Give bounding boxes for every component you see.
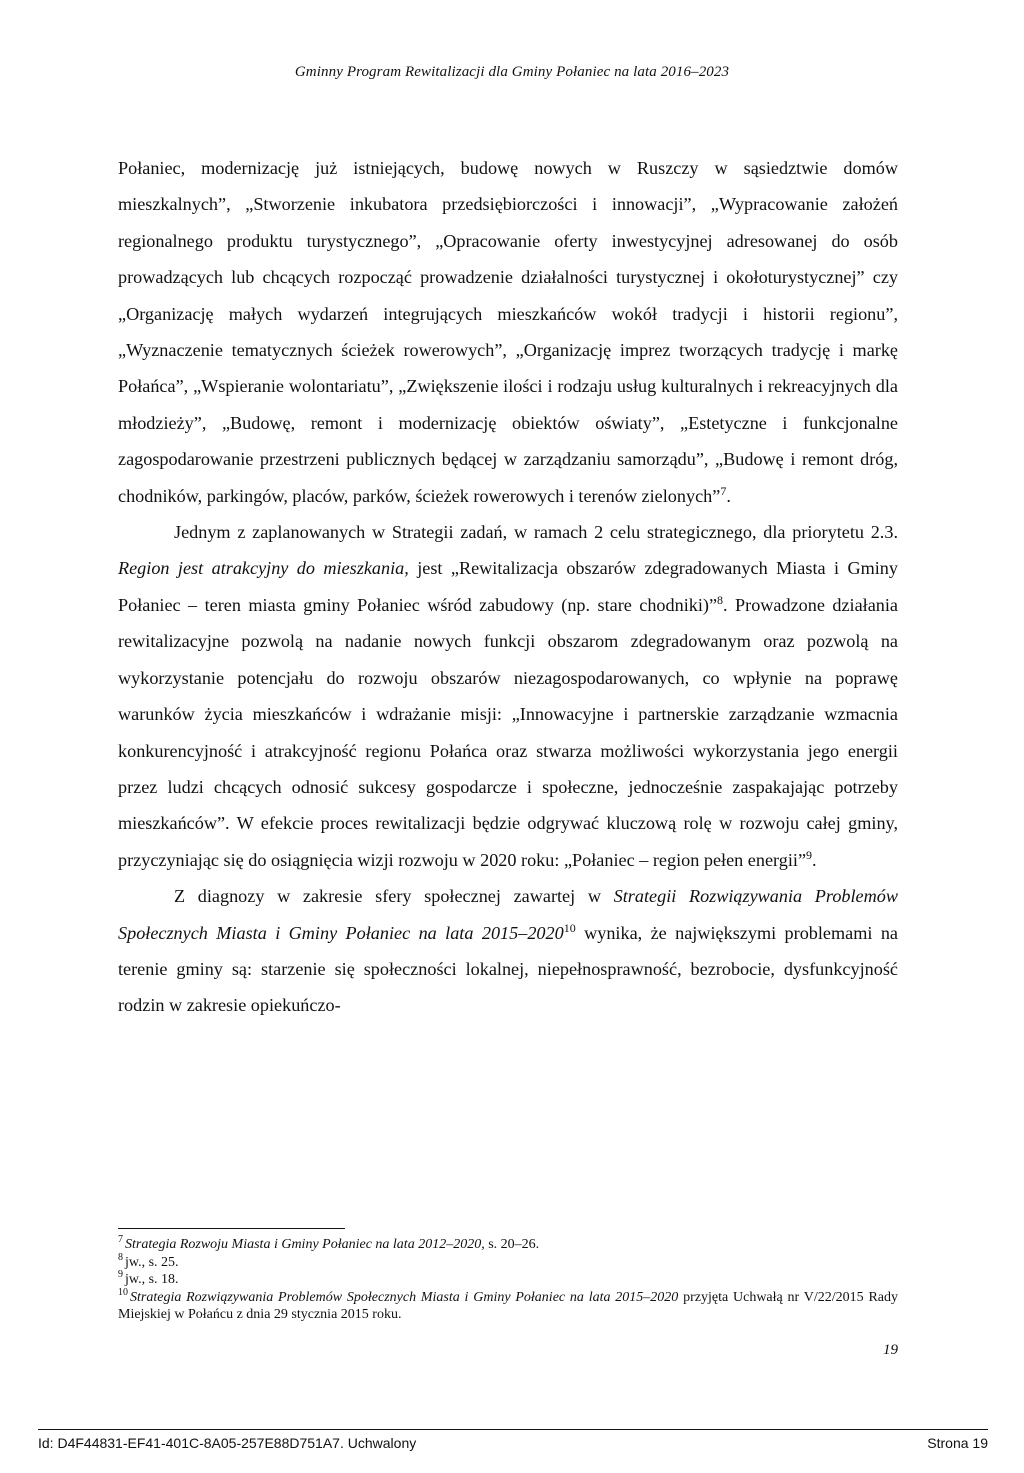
page-number: 19 (883, 1342, 898, 1358)
footnote-italic: Strategia Rozwiązywania Problemów Społecznych Miasta i Gminy Połaniec na lata 2015–2020 (130, 1289, 679, 1305)
paragraph-3 (118, 878, 898, 1024)
paragraph-2-text-b: jest „Rewitalizacja obszarów zdegradowanych Miasta i Gminy Połaniec – teren miasta gminy Połaniec wśród zabudowy (np. stare chodniki)” (118, 558, 898, 615)
paragraph-1 (118, 150, 898, 514)
footnote-italic: Strategia Rozwoju Miasta i Gminy Połaniec na lata 2012–2020 (125, 1237, 482, 1252)
footer-rule (38, 1429, 988, 1430)
footnote-7 (118, 1236, 898, 1254)
paragraph-2-text-a: Jednym z zaplanowanych w Strategii zadań, w ramach 2 celu strategicznego, dla priorytetu 2.3. (174, 522, 898, 543)
footnote-number: 8 (118, 1251, 123, 1263)
footnote-text: jw., s. 25. (125, 1254, 179, 1270)
paragraph-2-emphasis: Region jest atrakcyjny do mieszkania, (118, 558, 409, 579)
running-header: Gminny Program Rewitalizacji dla Gminy Połaniec na lata 2016–2023 (294, 64, 730, 80)
document-id: Id: D4F44831-EF41-401C-8A05-257E88D751A7. Uchwalony (38, 1435, 417, 1451)
footnote-number: 7 (118, 1234, 123, 1246)
paragraph-3-emphasis: Strategii Rozwiązywania Problemów Społecznych Miasta i Gminy Połaniec na lata 2015–2020 (118, 886, 898, 943)
footnote-number: 9 (118, 1269, 123, 1281)
footnotes (118, 1236, 898, 1324)
footer-page-label: Strona 19 (927, 1435, 988, 1451)
footnote-text: przyjęta Uchwałą nr V/22/2015 Rady Miejskiej w Połańcu z dnia 29 stycznia 2015 roku. (118, 1289, 898, 1322)
footnote-text: jw., s. 18. (125, 1272, 179, 1287)
paragraph-2-end: . (812, 849, 817, 870)
paragraph-1-text: Połaniec, modernizację już istniejących, budowę nowych w Ruszczy w sąsiedztwie domów mieszkalnych”, „Stworzenie inkubatora przedsiębiorczości i innowacji”, „Wypracowanie założeń regionalnego produktu turystycznego”, „Opracowanie oferty inwestycyjnej adresowanej do osób prowadzących lub chcących rozpocząć prowadzenie działalności turystycznej i okołoturystycznej” czy „Organizację małych wydarzeń integrujących mieszkańców wokół tradycji i historii regionu”, „Wyznaczenie tematycznych ścieżek rowerowych”, „Organizację imprez tworzących tradycję i markę Połańca”, „Wspieranie wolontariatu”, „Zwiększenie ilości i rodzaju usług kulturalnych i rekreacyjnych dla młodzieży”, „Budowę, remont i modernizację obiektów oświaty”, „Estetyczne i funkcjonalne zagospodarowanie przestrzeni publicznych będącej w zarządzaniu samorządu”, „Budowę i remont dróg, chodników, parkingów, placów, parków, ścieżek rowerowych i terenów zielonych” (118, 158, 898, 506)
footnote-ref-10[interactable]: 10 (563, 920, 576, 935)
footnote-number: 10 (118, 1286, 128, 1298)
footnote-separator (118, 1228, 345, 1229)
footnote-ref-9[interactable]: 9 (806, 847, 813, 862)
footer (38, 1435, 988, 1451)
footnote-9 (118, 1271, 898, 1289)
paragraph-3-text-a: Z diagnozy w zakresie sfery społecznej zawartej w (174, 886, 614, 907)
paragraph-1-end: . (726, 485, 731, 506)
body-text (118, 150, 898, 1024)
footnote-ref-8[interactable]: 8 (717, 592, 724, 607)
paragraph-2 (118, 514, 898, 878)
footnote-10 (118, 1286, 898, 1324)
footnote-ref-7[interactable]: 7 (720, 483, 727, 498)
footnote-text: , s. 20–26. (481, 1237, 540, 1252)
footnote-8 (118, 1251, 898, 1272)
paragraph-2-text-c: . Prowadzone działania rewitalizacyjne pozwolą na nadanie nowych funkcji obszarom zdegradowanym oraz pozwolą na wykorzystanie potencjału do rozwoju obszarów niezagospodarowanych, co wpłynie na poprawę warunków życia mieszkańców i wdrażanie misji: „Innowacyjne i partnerskie zarządzanie wzmacnia konkurencyjność i atrakcyjność regionu Połańca oraz stwarza możliwości wykorzystania jego energii przez ludzi chcących odnosić sukcesy gospodarcze i społeczne, jednocześnie zaspakajając potrzeby mieszkańców”. W efekcie proces rewitalizacji będzie odgrywać kluczową rolę w rozwoju całej gminy, przyczyniając się do osiągnięcia wizji rozwoju w 2020 roku: „Połaniec – region pełen energii” (118, 594, 898, 870)
paragraph-3-text-b: wynika, że największymi problemami na terenie gminy są: starzenie się społeczności lokalnej, niepełnosprawność, bezrobocie, dysfunkcyjność rodzin w zakresie opiekuńczo- (118, 922, 898, 1016)
